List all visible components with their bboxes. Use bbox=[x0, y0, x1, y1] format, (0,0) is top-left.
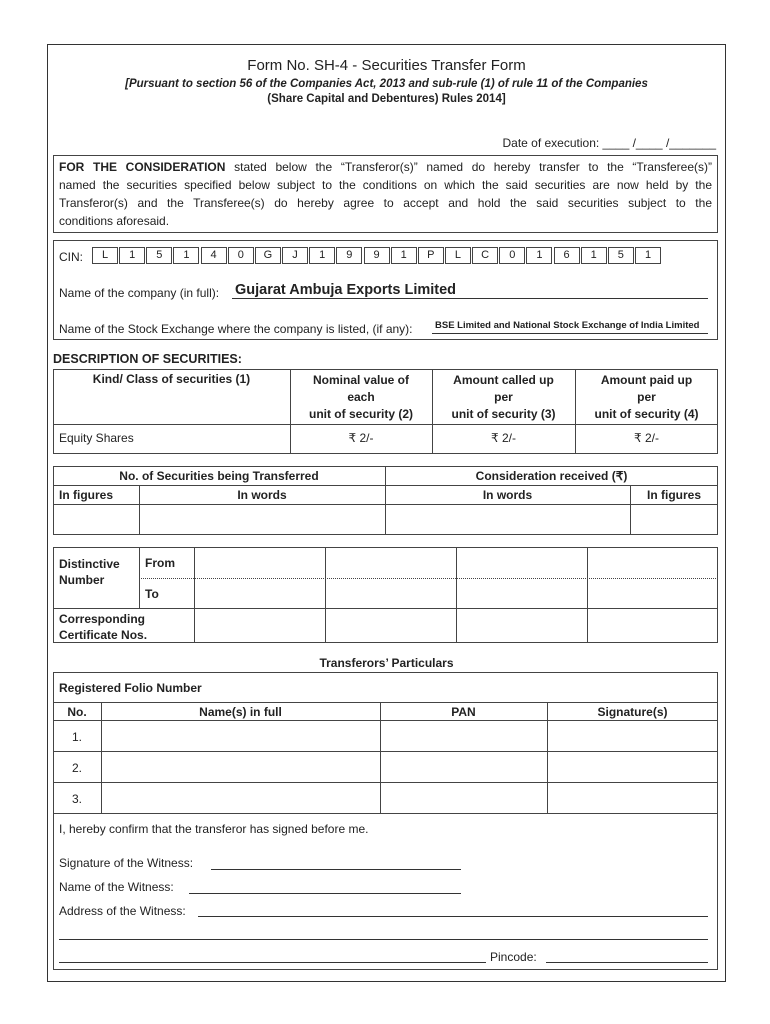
form-title: Form No. SH-4 - Securities Transfer Form bbox=[247, 57, 526, 74]
transferor-row-3: 3. bbox=[71, 792, 82, 806]
description-heading: DESCRIPTION OF SECURITIES: bbox=[53, 352, 242, 366]
consideration-line3: Transferor(s) and the Transferee(s) do hereby agree to accept and hold the said securities subject to the bbox=[59, 196, 712, 210]
description-kind: Equity Shares bbox=[59, 431, 134, 445]
cin-cell: 5 bbox=[146, 247, 172, 264]
cin-cell: 1 bbox=[635, 247, 661, 264]
witness-address-line-2[interactable] bbox=[59, 939, 708, 940]
description-col2-header: Nominal value of each unit of security (2) bbox=[308, 373, 413, 421]
cin-cell: 6 bbox=[554, 247, 580, 264]
distinctive-from: From bbox=[145, 556, 175, 570]
distinctive-col-0 bbox=[139, 547, 140, 608]
cin-cell: 4 bbox=[201, 247, 227, 264]
witness-name-label: Name of the Witness: bbox=[59, 880, 174, 894]
cin-cell: 1 bbox=[309, 247, 335, 264]
distinctive-col-1 bbox=[194, 547, 195, 643]
transferors-header-bottom bbox=[53, 720, 718, 721]
exchange-label: Name of the Stock Exchange where the company is listed, (if any): bbox=[59, 322, 413, 336]
cin-cell: 9 bbox=[336, 247, 362, 264]
consideration-line4: conditions aforesaid. bbox=[59, 214, 170, 228]
consideration-lead: FOR THE CONSIDERATION bbox=[59, 160, 226, 174]
cin-cell: J bbox=[282, 247, 308, 264]
description-col3-header: Amount called up per unit of security (3) bbox=[451, 373, 556, 421]
exchange-underline bbox=[432, 333, 708, 334]
witness-address-line-1[interactable] bbox=[198, 916, 708, 917]
distinctive-divider-1 bbox=[139, 578, 718, 579]
transferors-row-divider-2 bbox=[53, 782, 718, 783]
company-name-label: Name of the company (in full): bbox=[59, 286, 220, 300]
distinctive-col-2 bbox=[325, 547, 326, 643]
witness-signature-label: Signature of the Witness: bbox=[59, 856, 194, 870]
consideration-line2: named the securities specified below subject to the conditions on which the said securities are now held by the bbox=[59, 178, 712, 192]
witness-address-line-3[interactable] bbox=[59, 962, 486, 963]
description-row-divider bbox=[53, 424, 718, 425]
description-paid: ₹ 2/- bbox=[634, 431, 659, 445]
consideration-line1: FOR THE CONSIDERATION stated below the “Transferor(s)” named do hereby transfer to the “Transferee(s)” bbox=[59, 160, 712, 174]
description-nominal: ₹ 2/- bbox=[348, 431, 374, 445]
consideration-in-figures: In figures bbox=[646, 488, 701, 502]
cin-cell: 0 bbox=[499, 247, 525, 264]
cin-cell: 1 bbox=[581, 247, 607, 264]
distinctive-col-3 bbox=[456, 547, 457, 643]
cin-cell: 1 bbox=[173, 247, 199, 264]
cin-cell: L bbox=[92, 247, 118, 264]
transfer-no-heading: No. of Securities being Transferred bbox=[119, 469, 319, 483]
distinctive-col-4 bbox=[587, 547, 588, 643]
witness-name-line[interactable] bbox=[189, 893, 461, 894]
form-subtitle-line1: [Pursuant to section 56 of the Companies Act, 2013 and sub-rule (1) of rule 11 of the Companies bbox=[125, 78, 648, 90]
transferor-row-1: 1. bbox=[71, 730, 82, 744]
cin-label: CIN: bbox=[59, 250, 83, 264]
transfer-in-words: In words bbox=[237, 488, 287, 502]
description-called: ₹ 2/- bbox=[491, 431, 516, 445]
transferors-col-no: No. bbox=[67, 705, 87, 719]
consideration-in-words: In words bbox=[482, 488, 533, 502]
company-name-underline bbox=[232, 298, 708, 299]
cin-cell: L bbox=[445, 247, 471, 264]
cin-cell: P bbox=[418, 247, 444, 264]
cin-cell: 5 bbox=[608, 247, 634, 264]
witness-signature-line[interactable] bbox=[211, 869, 461, 870]
distinctive-to: To bbox=[145, 587, 159, 601]
transferors-col-name: Name(s) in full bbox=[199, 705, 282, 719]
transferors-header-top bbox=[53, 702, 718, 703]
witness-address-label: Address of the Witness: bbox=[59, 904, 186, 918]
transfer-consideration-heading: Consideration received (₹) bbox=[475, 469, 628, 483]
distinctive-divider-2 bbox=[53, 608, 718, 609]
witness-confirm: I, hereby confirm that the transferor has signed before me. bbox=[59, 822, 369, 836]
transferors-row-divider-3 bbox=[53, 813, 718, 814]
transferors-col-pan: PAN bbox=[451, 705, 476, 719]
transfer-in-figures: In figures bbox=[59, 488, 114, 502]
pincode-line[interactable] bbox=[546, 962, 708, 963]
date-of-execution[interactable]: Date of execution: ____ /____ /_______ bbox=[502, 136, 716, 150]
exchange-value[interactable]: BSE Limited and National Stock Exchange of India Limited bbox=[435, 320, 700, 331]
corresponding-cert-label: Corresponding Certificate Nos. bbox=[59, 612, 148, 642]
pincode-label: Pincode: bbox=[490, 950, 537, 964]
transferors-col-signature: Signature(s) bbox=[597, 705, 668, 719]
company-name-value[interactable]: Gujarat Ambuja Exports Limited bbox=[235, 282, 457, 298]
transferors-row-divider-1 bbox=[53, 751, 718, 752]
transferors-heading: Transferors’ Particulars bbox=[319, 656, 454, 670]
cin-cell: 1 bbox=[119, 247, 145, 264]
cin-cell: 0 bbox=[228, 247, 254, 264]
cin-cell: 1 bbox=[526, 247, 552, 264]
registered-folio-label: Registered Folio Number bbox=[59, 681, 202, 695]
distinctive-label: Distinctive Number bbox=[59, 557, 120, 587]
form-subtitle-line2: (Share Capital and Debentures) Rules 2014] bbox=[267, 93, 506, 105]
transferor-row-2: 2. bbox=[71, 761, 82, 775]
cin-cell: 9 bbox=[364, 247, 390, 264]
cin-cell: G bbox=[255, 247, 281, 264]
cin-cell: C bbox=[472, 247, 498, 264]
description-col1-header: Kind/ Class of securities (1) bbox=[92, 372, 251, 386]
description-col4-header: Amount paid up per unit of security (4) bbox=[594, 373, 699, 421]
cin-cell: 1 bbox=[391, 247, 417, 264]
